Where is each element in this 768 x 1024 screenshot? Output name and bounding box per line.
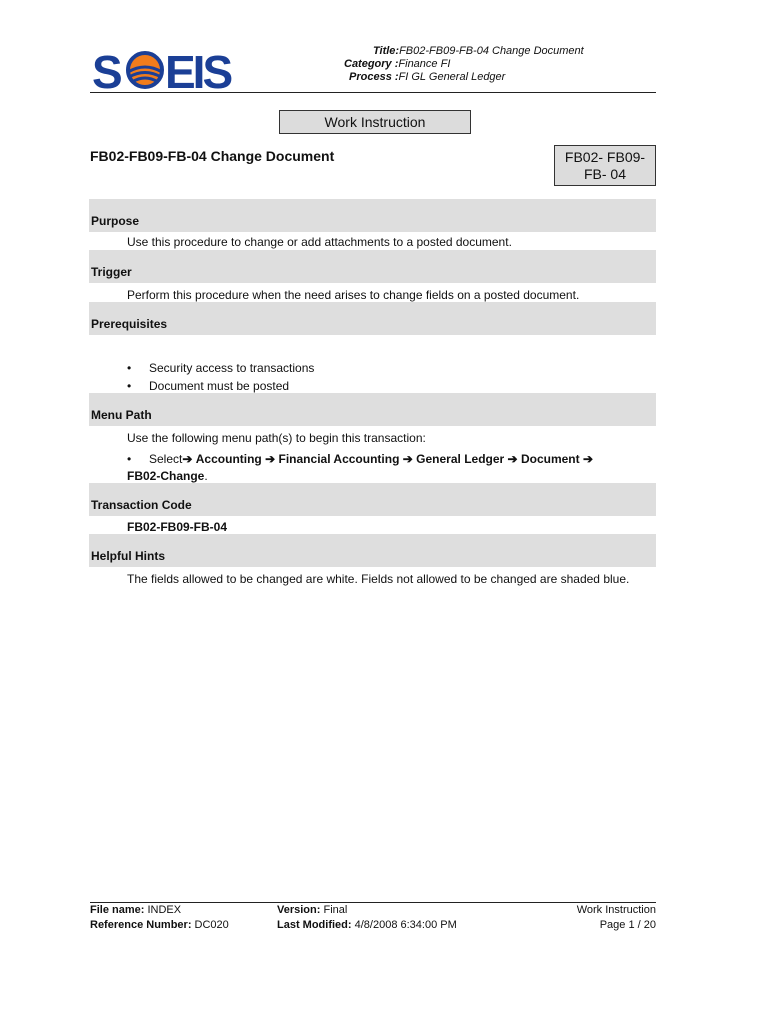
page-number: Page 1 / 20 (599, 919, 656, 931)
code-box-line1: FB02- FB09- (564, 149, 646, 165)
file-name-label: File name: (90, 904, 145, 916)
trigger-heading: Trigger (91, 265, 132, 279)
menu-final-period: . (204, 469, 208, 483)
version-label: Version: (277, 904, 321, 916)
menu-path-final (127, 469, 208, 483)
helpful-hints-heading: Helpful Hints (91, 549, 165, 563)
modified-value: 4/8/2008 6:34:00 PM (354, 919, 457, 931)
menu-step-final: FB02-Change (127, 469, 205, 483)
list-item: • Document must be posted (127, 379, 290, 393)
file-name-value: INDEX (147, 904, 182, 916)
document-title: FB02-FB09-FB-04 Change Document (90, 148, 335, 164)
header-divider (90, 92, 656, 93)
menu-step-financial-accounting: Financial Accounting (278, 452, 400, 466)
arrow-icon: ➔ (507, 452, 518, 466)
footer-middle (277, 903, 457, 933)
sceis-logo (92, 48, 252, 92)
section-prerequisites-heading (89, 302, 656, 335)
title-label: Title: (373, 45, 400, 57)
modified-label: Last Modified: (277, 919, 352, 931)
prerequisite-item-1: Security access to transactions (149, 361, 315, 375)
title-value: FB02-FB09-FB-04 Change Document (399, 45, 584, 57)
section-helpful-hints-heading (89, 534, 656, 567)
reference-label: Reference Number: (90, 919, 192, 931)
menu-select-word: Select (149, 452, 183, 466)
svg-text:EIS: EIS (165, 48, 231, 92)
svg-text:S: S (92, 48, 121, 92)
section-menu-path-heading (89, 393, 656, 426)
arrow-icon: ➔ (182, 452, 193, 466)
category-label: Category : (344, 58, 399, 70)
menu-path-heading: Menu Path (91, 408, 152, 422)
section-transaction-code-heading (89, 483, 656, 516)
purpose-text: Use this procedure to change or add attachments to a posted document. (127, 235, 512, 249)
transaction-code-value: FB02-FB09-FB-04 (127, 520, 228, 534)
arrow-icon: ➔ (265, 452, 276, 466)
footer-doc-type: Work Instruction (576, 904, 656, 916)
arrow-icon: ➔ (402, 452, 413, 466)
menu-step-document: Document (520, 452, 580, 466)
menu-path-item: • Select➔ Accounting ➔ Financial Accounting ➔ General Ledger ➔ Document ➔ (127, 452, 594, 466)
purpose-heading: Purpose (91, 214, 140, 228)
list-item: • Security access to transactions (127, 361, 315, 375)
section-trigger-heading (89, 250, 656, 283)
code-box-line2: FB- 04 (583, 166, 626, 182)
work-instruction-box: Work Instruction (279, 110, 471, 134)
section-purpose-heading (89, 199, 656, 232)
arrow-icon: ➔ (582, 452, 594, 466)
category-value: Finance FI (398, 58, 451, 70)
prerequisite-item-2: Document must be posted (149, 379, 290, 393)
trigger-text: Perform this procedure when the need arises to change fields on a posted document. (127, 288, 580, 302)
menu-step-accounting: Accounting (195, 452, 262, 466)
transaction-code-heading: Transaction Code (91, 498, 192, 512)
version-value: Final (323, 904, 348, 916)
process-value: FI GL General Ledger (398, 71, 506, 83)
footer-left (90, 903, 229, 933)
menu-path-intro: Use the following menu path(s) to begin this transaction: (127, 431, 426, 445)
footer-right (577, 903, 656, 933)
menu-step-general-ledger: General Ledger (416, 452, 505, 466)
prerequisites-heading: Prerequisites (91, 317, 168, 331)
reference-value: DC020 (194, 919, 229, 931)
transaction-code-box (554, 145, 656, 186)
header-info (330, 45, 584, 84)
helpful-hints-text: The fields allowed to be changed are white. Fields not allowed to be changed are shaded blue. (127, 572, 630, 586)
process-label: Process : (349, 71, 399, 83)
